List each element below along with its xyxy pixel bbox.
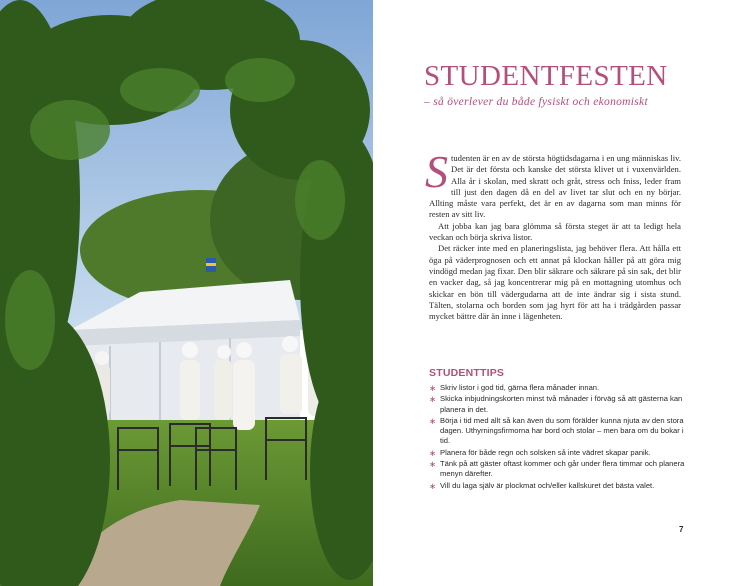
list-item: [429, 383, 685, 393]
paragraph-1: [425, 146, 681, 221]
tip-text: Börja i tid med allt så kan även du som förälder kunna njuta av den stora dagen. Uthyrningsfirmorna har bord och stolar – men bara om du bokar i tid.: [440, 415, 684, 446]
list-item: [429, 459, 685, 480]
tip-text: Planera för både regn och solsken så inte vädret skapar panik.: [440, 447, 651, 457]
tip-text: Tänk på att gäster oftast kommer och går under flera timmar och planera menyn därefter.: [440, 459, 685, 479]
bullet-star-icon: ∗: [429, 459, 437, 470]
paragraph-1-text: tudenten är en av de största högtidsdagarna i en ung människas liv. Det är det första och kanske det största klivet ut i vuxenvärlden. Alla år i skolan, med skratt och gråt, stress och fniss, leder fram till just den dagen då en del av livet tar slut och en ny börjar. Allting måste vara perfekt, det är en av dagarna som man minns för resten av sitt liv.: [429, 153, 681, 220]
dropcap: S: [425, 146, 448, 197]
bullet-star-icon: ∗: [429, 394, 437, 405]
list-item: [429, 394, 685, 415]
list-item: [429, 448, 685, 458]
article-body: [425, 146, 681, 322]
article-page: [373, 0, 746, 586]
bullet-star-icon: ∗: [429, 447, 437, 458]
list-item: [429, 481, 685, 491]
tips-heading: STUDENTTIPS: [429, 367, 505, 379]
article-subtitle: – så överlever du både fysiskt och ekonomiskt: [424, 96, 648, 108]
tip-text: Skicka inbjudningskorten minst två månader i förväg så att gästerna kan planera in det.: [440, 394, 683, 414]
page-number: 7: [679, 525, 684, 534]
paragraph-2: Att jobba kan jag bara glömma så första steget är att ta ledigt hela veckan och börja skriva listor.: [429, 220, 681, 243]
paragraph-3: Det räcker inte med en planeringslista, jag behöver flera. Att hålla ett öga på väderprognosen och ett annat på klockan håller på att göra mig vindögd medan jag fixar. Den blir säkrare och säkrare på sin sak, det blir en vacker dag, så jag koncentrerar mig på en mottagning utomhus och skickar en bön till vädergudarna att de inte ändrar sig i sista stund. Tälten, stolarna och borden som jag hyrt för att ha i trädgården passar mycket bättre där än inne i lägenheten.: [429, 243, 681, 322]
tip-text: Vill du laga själv är plockmat och/eller kallskuret det bästa valet.: [440, 480, 655, 490]
article-title: STUDENTFESTEN: [424, 60, 668, 92]
bullet-star-icon: ∗: [429, 415, 437, 426]
bullet-star-icon: ∗: [429, 383, 437, 393]
bullet-star-icon: ∗: [429, 480, 437, 491]
tips-list: [429, 383, 685, 492]
list-item: [429, 416, 685, 447]
tip-text: Skriv listor i god tid, gärna flera månader innan.: [440, 383, 600, 392]
